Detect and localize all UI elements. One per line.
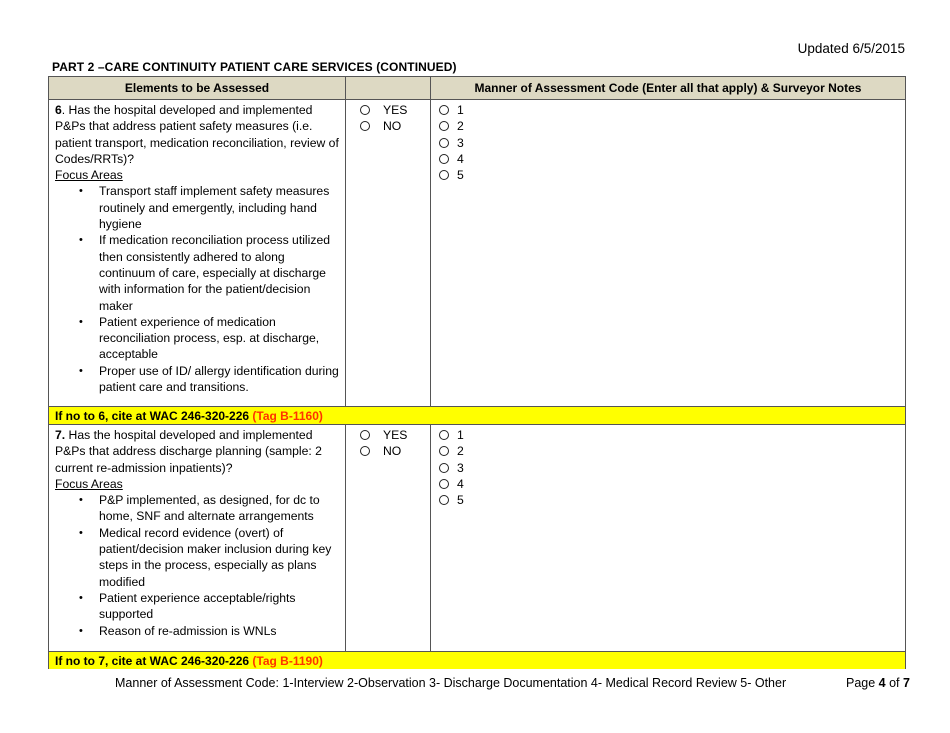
updated-date: Updated 6/5/2015 (797, 41, 905, 56)
radio-icon[interactable] (439, 463, 449, 473)
question-6-codes (431, 100, 906, 407)
cite-6 (49, 407, 906, 425)
question-7-number: 7. (55, 428, 66, 442)
focus-item: • P&P implemented, as designed, for dc to home, SNF and alternate arrangements (99, 492, 339, 525)
cite-6-tag: (Tag B-1160) (252, 408, 323, 423)
radio-icon[interactable] (360, 121, 370, 131)
question-6-number: 6 (55, 103, 62, 117)
cite-7 (49, 652, 906, 670)
q7-yes-option[interactable] (360, 427, 430, 443)
focus-item: • Transport staff implement safety measures routinely and emergently, including hand hygiene (99, 183, 339, 232)
radio-icon[interactable] (360, 105, 370, 115)
page-indicator (846, 676, 910, 690)
question-7-focus-list (55, 492, 339, 639)
q7-code-option-2[interactable] (439, 443, 905, 459)
q6-yes-option[interactable] (360, 102, 430, 118)
radio-icon[interactable] (439, 446, 449, 456)
radio-icon[interactable] (439, 479, 449, 489)
cite-row-6 (49, 407, 906, 425)
code-label: 2 (457, 444, 464, 459)
code-label: 1 (457, 103, 464, 117)
question-6-focus-label: Focus Areas (55, 168, 123, 183)
question-6-text: . Has the hospital developed and implemented P&Ps that address patient safety measures (i.e. patient transport, medication reconciliation, review of Codes/RRTs)? (55, 103, 339, 166)
q6-code-option-3[interactable] (439, 135, 905, 151)
radio-icon[interactable] (439, 138, 449, 148)
question-6-focus-list (55, 183, 339, 395)
question-6-cell (49, 100, 346, 407)
question-row-6 (49, 100, 906, 407)
q7-code-option-1[interactable] (439, 427, 905, 443)
question-7-text: Has the hospital developed and implemented P&Ps that address discharge planning (sample: 2 current re-admission inpatients)? (55, 428, 322, 475)
assessment-code-legend: Manner of Assessment Code: 1-Interview 2-Observation 3- Discharge Documentation 4- Medical Record Review 5- Other (115, 676, 787, 690)
radio-icon[interactable] (439, 154, 449, 164)
question-row-7 (49, 425, 906, 652)
code-label: 1 (457, 428, 464, 442)
code-label: 2 (457, 119, 464, 134)
no-label: NO (383, 444, 402, 459)
radio-icon[interactable] (439, 170, 449, 180)
focus-item: • Patient experience of medication reconciliation process, esp. at discharge, acceptable (99, 314, 339, 363)
no-label: NO (383, 119, 402, 134)
code-label: 5 (457, 493, 464, 508)
question-7-cell (49, 425, 346, 652)
code-label: 3 (457, 460, 464, 475)
question-7-yesno (346, 425, 431, 652)
focus-item: • Proper use of ID/ allergy identification during patient care and transitions. (99, 363, 339, 396)
radio-icon[interactable] (439, 430, 449, 440)
q6-code-option-5[interactable] (439, 167, 905, 183)
radio-icon[interactable] (360, 430, 370, 440)
q7-no-option[interactable] (360, 443, 430, 459)
focus-item: • Reason of re-admission is WNLs (99, 623, 339, 639)
yes-label: YES (383, 428, 408, 442)
question-7-focus-label: Focus Areas (55, 476, 123, 491)
cite-row-7 (49, 652, 906, 670)
code-label: 4 (457, 151, 464, 166)
yes-label: YES (383, 103, 408, 117)
q7-code-option-4[interactable] (439, 476, 905, 492)
cite-7-tag: (Tag B-1190) (252, 653, 323, 668)
focus-item: • If medication reconciliation process utilized then consistently adhered to along continuum of care, especially at discharge with information for the patient/decision maker (99, 232, 339, 313)
radio-icon[interactable] (439, 105, 449, 115)
q6-code-option-4[interactable] (439, 151, 905, 167)
focus-item: • Medical record evidence (overt) of patient/decision maker inclusion during key steps in the process, especially as plans modified (99, 525, 339, 590)
page-number: 4 (878, 676, 886, 690)
q7-code-option-3[interactable] (439, 460, 905, 476)
assessment-table (48, 76, 906, 669)
page-total: 7 (903, 676, 910, 690)
page-prefix: Page (846, 676, 879, 690)
page-of: of (885, 676, 903, 690)
code-label: 5 (457, 168, 464, 183)
question-6-yesno (346, 100, 431, 407)
question-7-codes (431, 425, 906, 652)
radio-icon[interactable] (360, 446, 370, 456)
header-manner: Manner of Assessment Code (Enter all that apply) & Surveyor Notes (431, 77, 906, 100)
radio-icon[interactable] (439, 121, 449, 131)
part-title: PART 2 –CARE CONTINUITY PATIENT CARE SERVICES (CONTINUED) (52, 60, 457, 74)
code-label: 3 (457, 135, 464, 150)
cite-7-text: If no to 7, cite at WAC 246-320-226 (55, 653, 253, 668)
q6-no-option[interactable] (360, 118, 430, 134)
focus-item: • Patient experience acceptable/rights supported (99, 590, 339, 623)
header-elements: Elements to be Assessed (49, 77, 346, 100)
radio-icon[interactable] (439, 495, 449, 505)
table-header-row (49, 77, 906, 100)
code-label: 4 (457, 476, 464, 491)
cite-6-text: If no to 6, cite at WAC 246-320-226 (55, 408, 253, 423)
q6-code-option-2[interactable] (439, 118, 905, 134)
q7-code-option-5[interactable] (439, 492, 905, 508)
header-yesno (346, 77, 431, 100)
q6-code-option-1[interactable] (439, 102, 905, 118)
